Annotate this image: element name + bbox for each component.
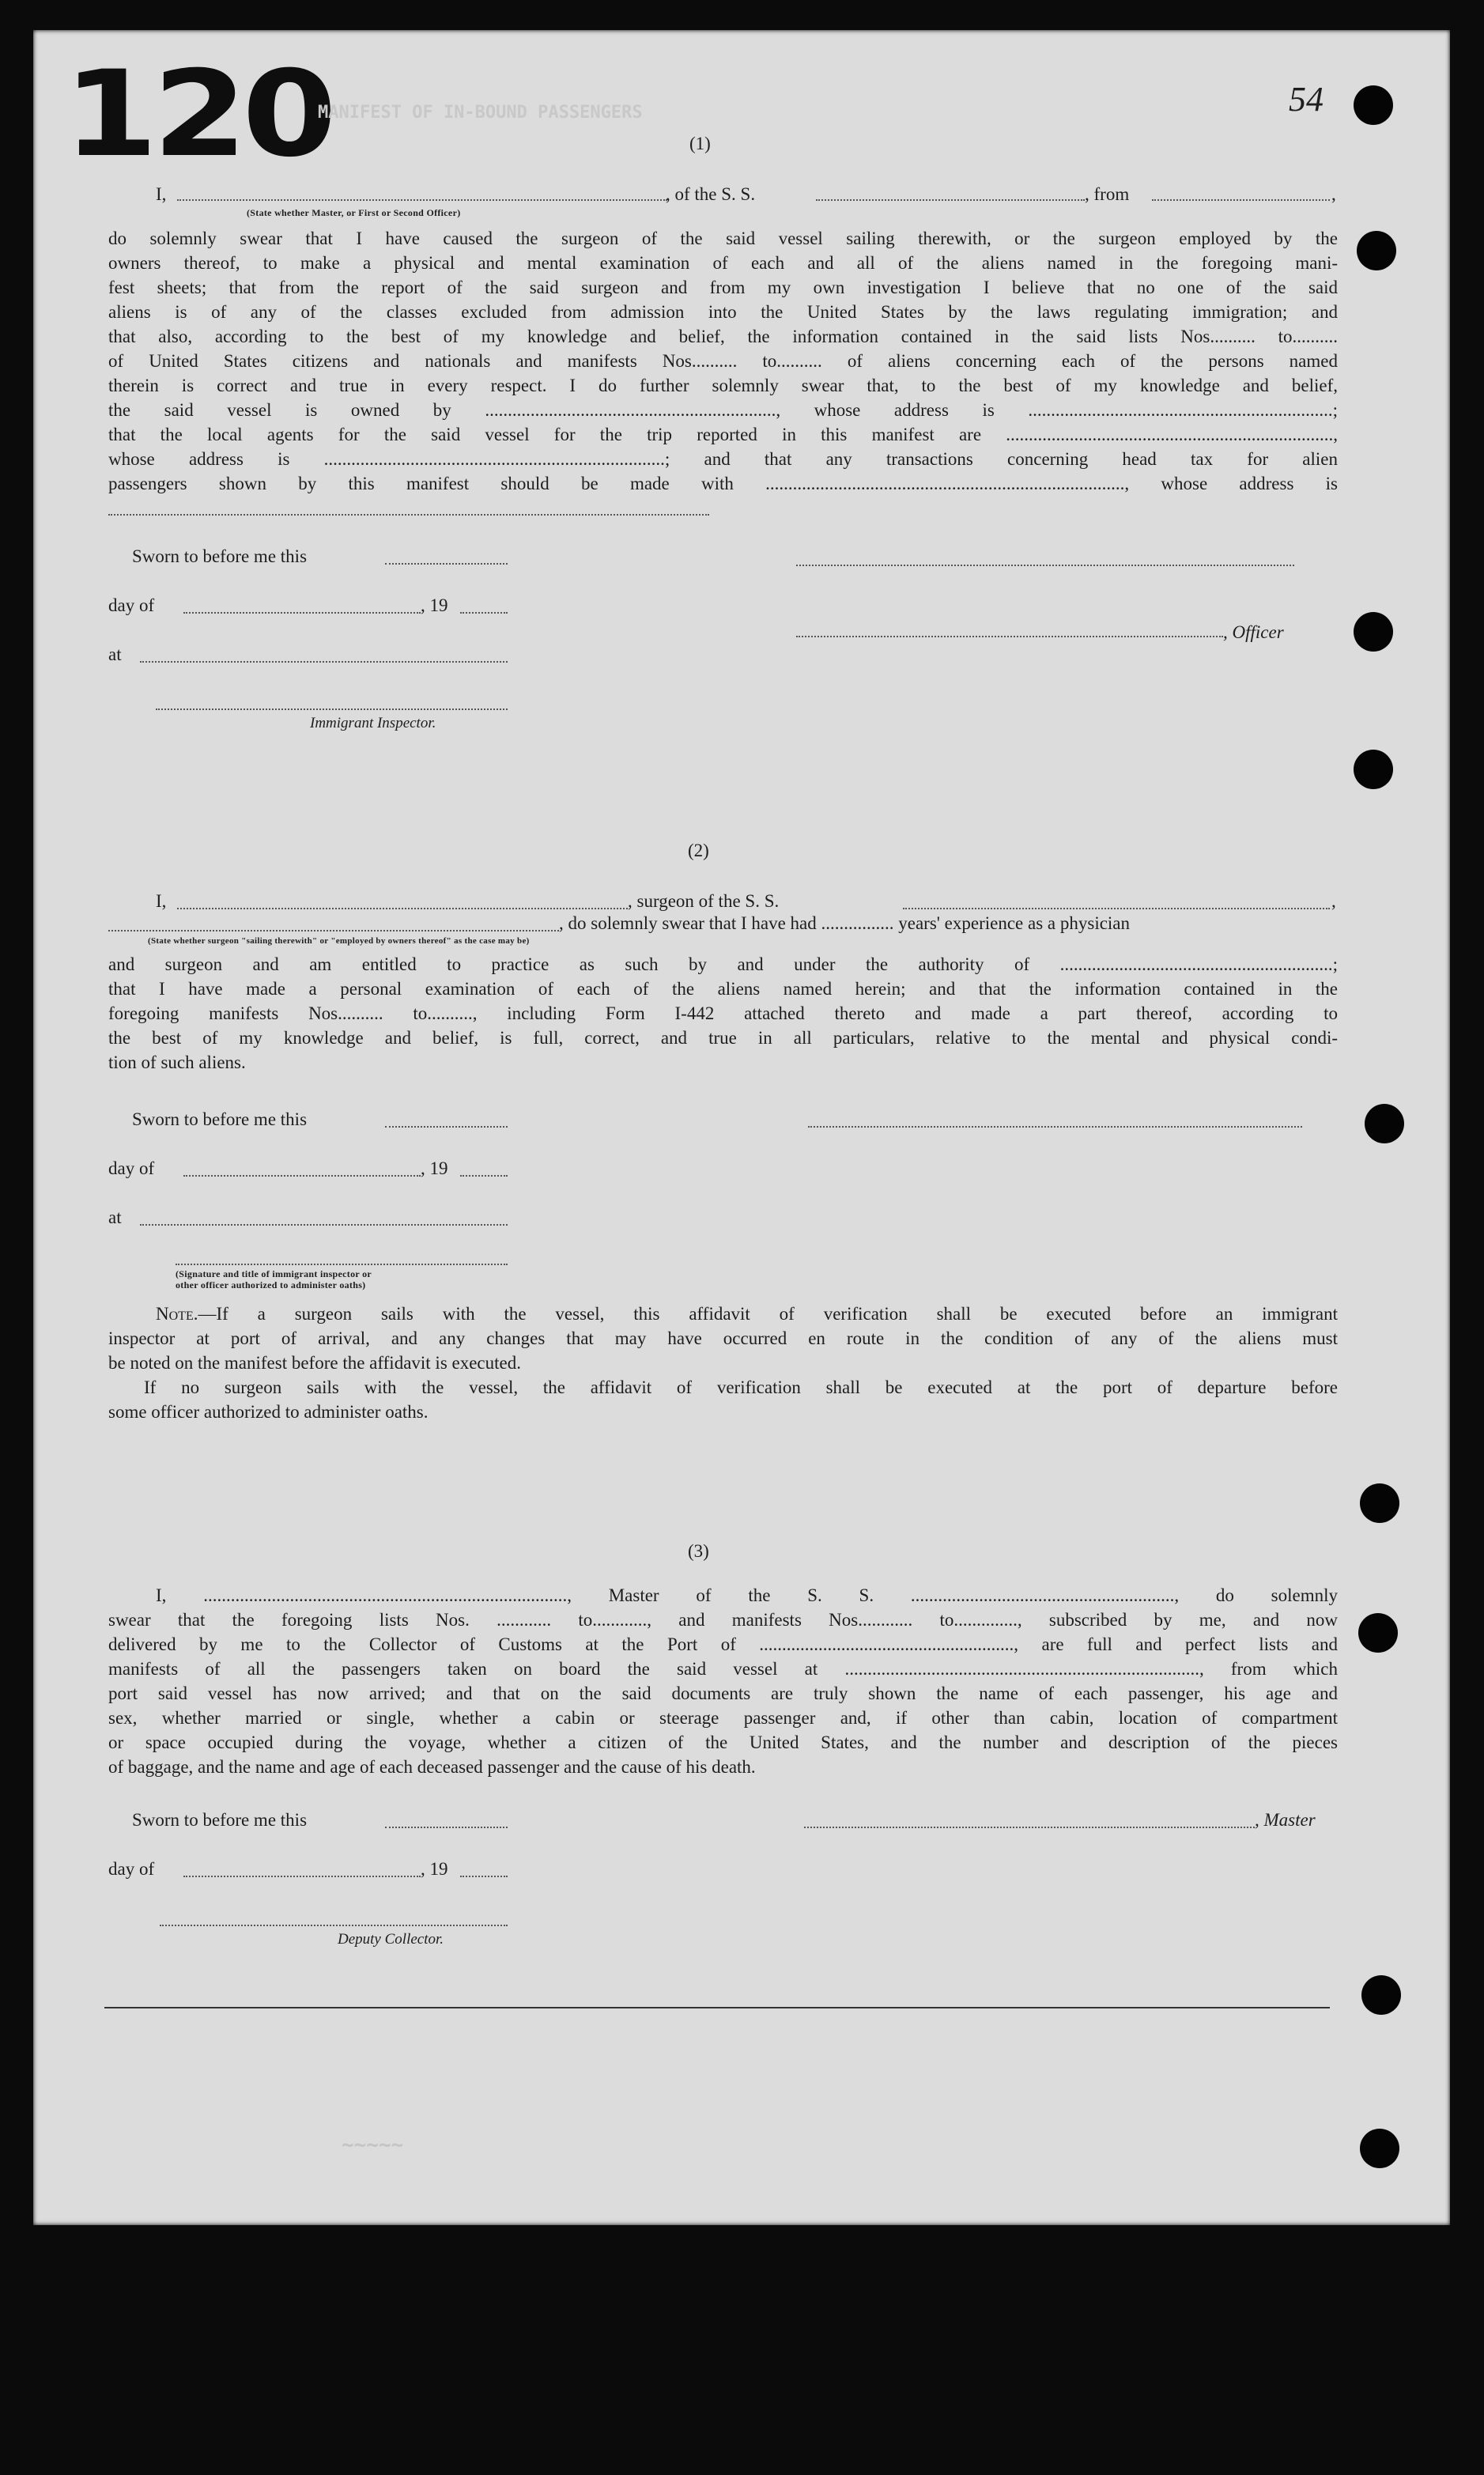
section2-signature-caption-line [176, 1264, 508, 1265]
section1-inspector-label: Immigrant Inspector. [310, 715, 436, 731]
section1-oath-paragraph: do solemnly swear that I have caused the surgeon of the said vessel sailing therewith, or the surgeon employed by the owners thereof, to make a physical and mental examination of each and all of the aliens named in the foregoing mani- fest sheets; that from the report of the said surgeon and from my own investigation I believe that no one of the said aliens is of any of the classes excluded from admission into the United States by the laws regulating immigration; and that also, according to the best of my knowledge and belief, the information contained in the said lists Nos.......... to.......... of United States citizens and nationals and manifests Nos.......... to.......... of aliens concerning each of the persons named therein is correct and true in every respect. I do further solemnly swear that, to the best of my knowledge and belief, the said vessel is owned by ................................................................, whose address is ...................................................................; that the local agents for the said vessel for the trip reported in this manifest are ........................................................................, whose address is ...........................................................................; and that any transactions concerning head tax for alien passengers shown by this manifest should be made with ..............................................................................., whose address is [108, 229, 1338, 493]
section2-signature-caption-2: other officer authorized to administer oaths) [176, 1279, 366, 1290]
section3-deputy-label: Deputy Collector. [338, 1931, 444, 1948]
section1-officer-label: , Officer [1223, 622, 1284, 642]
binder-hole [1354, 85, 1393, 125]
section2-line2: , do solemnly swear that I have had ................ years' experience as a physician [559, 913, 1131, 933]
section2-day-label: day of [108, 1158, 155, 1178]
faint-header-text: MANIFEST OF IN-BOUND PASSENGERS [318, 103, 643, 123]
section1-from-blank [1152, 199, 1330, 201]
section1-at-blank [140, 661, 508, 663]
section2-signature-line [808, 1126, 1302, 1128]
section3-deputy-line [160, 1925, 508, 1926]
section2-ship-blank [903, 908, 1330, 909]
section3-sworn-blank [385, 1827, 508, 1828]
binder-hole [1360, 2129, 1399, 2168]
section2-name-blank [177, 908, 628, 909]
section1-line1-i: I, [156, 184, 167, 204]
section3-master-line [804, 1827, 1255, 1828]
section1-officer-line [796, 636, 1223, 637]
section1-inspector-line [156, 708, 508, 710]
section3-oath-paragraph: I, ................................................................................, Master of the S. S. .........................................................., do solemnly swear that the foregoing lists Nos. ............ to............, and manifests Nos............ to.............., subscribed by me, and now delivered by me to the Collector of Customs at the Port of ........................................................, are full and perfect lists and manifests of all the passengers taken on board the said vessel at .............................................................................., from which port said vessel has now arrived; and that on the said documents are truly shown the name of each passenger, his age and sex, whether married or single, whether a cabin or steerage passenger and, if other than cabin, location of compartment or space occupied during the voyage, whether a citizen of the United States, and the number and description of the pieces of baggage, and the name and age of each deceased passenger and the cause of his death. [108, 1585, 1338, 1777]
section1-ship-blank [816, 199, 1085, 201]
section2-caption: (State whether surgeon "sailing therewith" or "employed by owners thereof" as the case may be) [148, 936, 530, 946]
section3-day-label: day of [108, 1859, 155, 1879]
section2-year-label: , 19 [421, 1158, 448, 1178]
section1-line1-end: , [1331, 184, 1336, 204]
section3-year-label: , 19 [421, 1859, 448, 1879]
binder-hole [1360, 1483, 1399, 1523]
section2-number: (2) [688, 841, 709, 860]
section2-line1-end: , [1331, 891, 1336, 911]
section1-sworn-blank [385, 563, 508, 565]
section3-sworn-label: Sworn to before me this [132, 1810, 308, 1830]
section2-line1-surgeon: , surgeon of the S. S. [628, 891, 780, 911]
page-stamp-number: 120 [62, 46, 332, 183]
section1-day-blank [183, 612, 421, 614]
section1-number: (1) [689, 134, 711, 153]
section2-oath-paragraph: and surgeon and am entitled to practice as such by and under the authority of ............................................................; that I have made a personal examination of each of the aliens named herein; and that the information contained in the foregoing manifests Nos.......... to.........., including Form I-442 attached thereto and made a part thereof, according to the best of my knowledge and belief, is full, correct, and true in all particulars, relative to the mental and physical condi- tion of such aliens. [108, 954, 1338, 1072]
section1-at-label: at [108, 644, 122, 664]
section2-sworn-label: Sworn to before me this [132, 1109, 308, 1129]
section1-year-label: , 19 [421, 595, 448, 615]
section1-sworn-label: Sworn to before me this [132, 546, 308, 566]
handwritten-page-number: 54 [1289, 80, 1324, 119]
section1-caption: (State whether Master, or First or Second Officer) [247, 207, 461, 218]
binder-hole [1361, 1975, 1401, 2015]
section2-line1-i: I, [156, 891, 167, 911]
section2-note-paragraph: Note.—If a surgeon sails with the vessel, this affidavit of verification shall be executed before an immigrant inspector at port of arrival, and any changes that may have occurred en route in the condition of any of the aliens must be noted on the manifest before the affidavit is executed. If no surgeon sails with the vessel, the affidavit of verification shall be executed at the port of departure before some officer authorized to administer oaths. [108, 1304, 1338, 1422]
bleed-through-stamp: ~~~~~ [342, 2133, 404, 2157]
section2-signature-caption-1: (Signature and title of immigrant inspector or [176, 1268, 372, 1279]
bottom-rule [104, 2007, 1330, 2008]
section3-master-label: , Master [1255, 1810, 1316, 1830]
section2-sworn-blank [385, 1126, 508, 1128]
binder-hole [1357, 231, 1396, 270]
section1-trailing-blank [108, 514, 709, 516]
binder-hole [1358, 1613, 1398, 1653]
section3-number: (3) [688, 1541, 709, 1561]
section1-signature-line [796, 565, 1294, 566]
section1-day-label: day of [108, 595, 155, 615]
binder-hole [1365, 1104, 1404, 1143]
section3-day-blank [183, 1876, 421, 1877]
binder-hole [1354, 612, 1393, 652]
section3-year-blank [460, 1876, 508, 1877]
section2-at-label: at [108, 1207, 122, 1227]
section1-line1-ss: , of the S. S. [666, 184, 756, 204]
manifest-page [33, 30, 1450, 2225]
section2-day-blank [183, 1175, 421, 1177]
section2-status-blank [108, 930, 559, 931]
section2-at-blank [140, 1224, 508, 1226]
section1-year-blank [460, 612, 508, 614]
section1-officer-blank [177, 199, 667, 201]
section2-year-blank [460, 1175, 508, 1177]
binder-hole [1354, 750, 1393, 789]
section1-line1-from: , from [1085, 184, 1130, 204]
